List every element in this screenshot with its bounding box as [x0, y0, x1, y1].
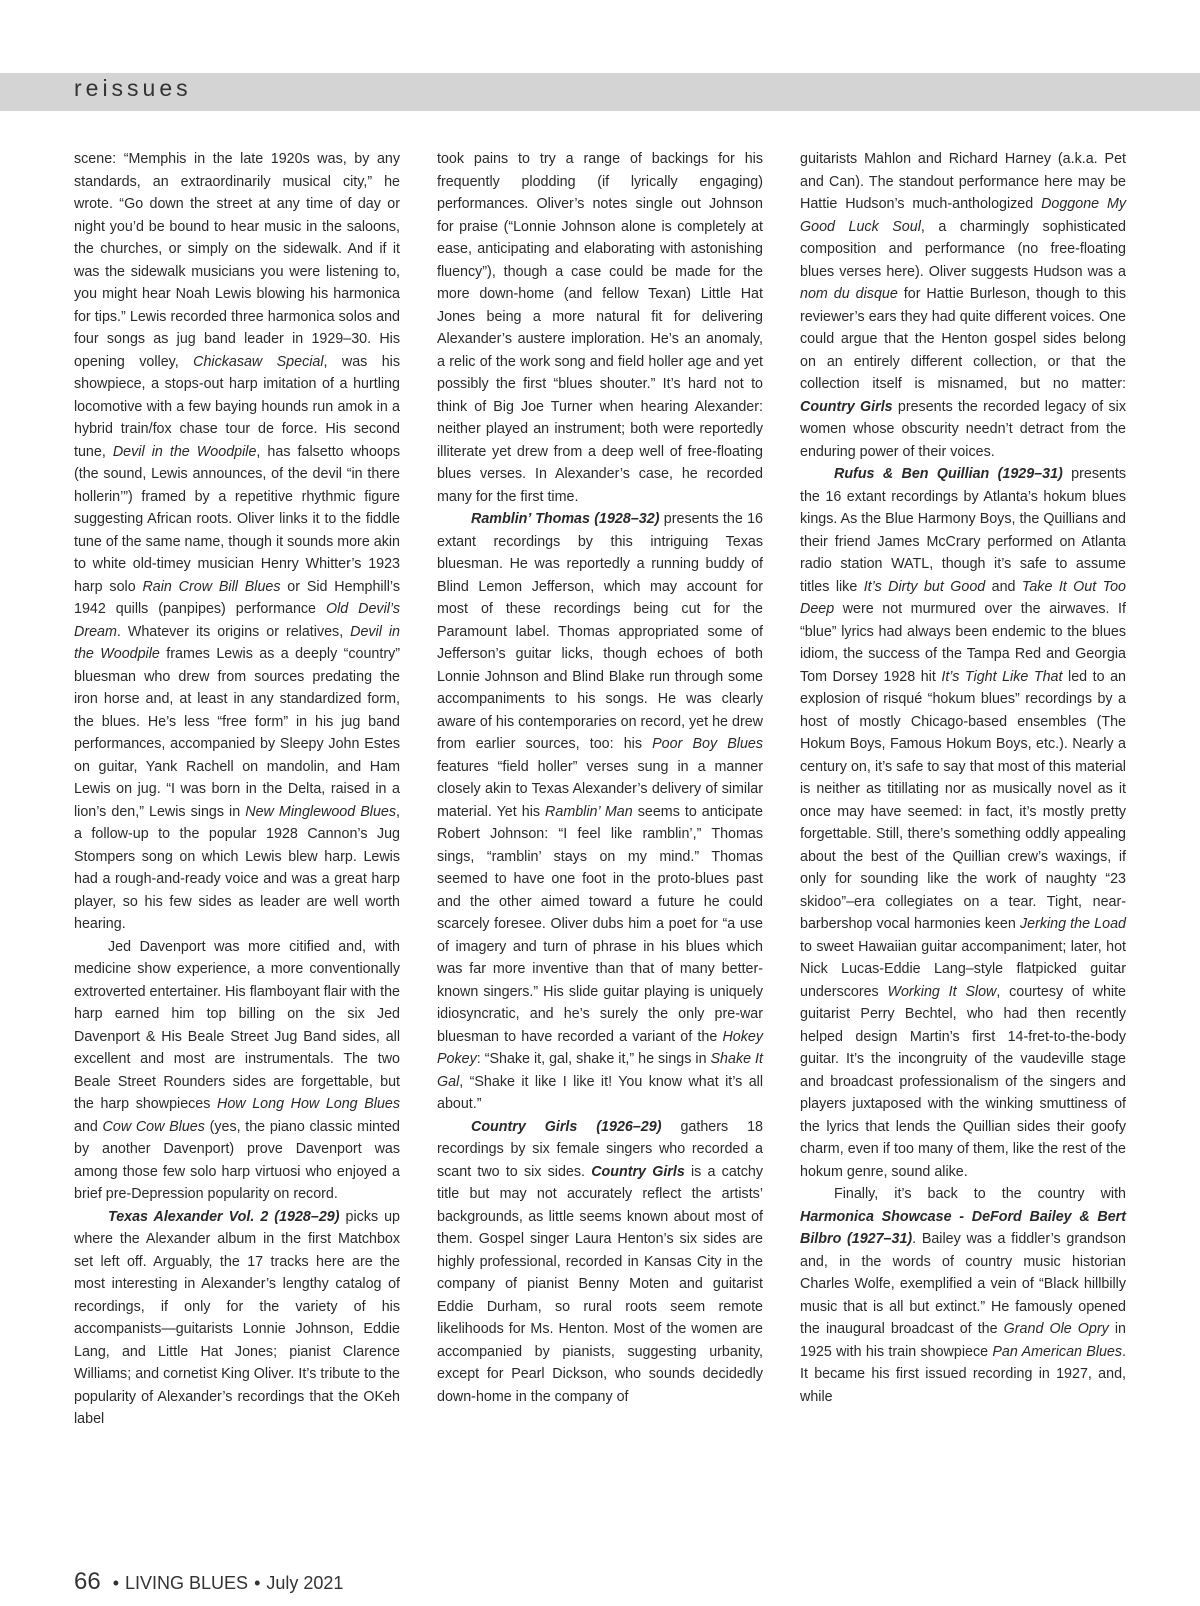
text-run: Jed Davenport was more citified and, with medicine show experience, a more conventionally extroverted entertainer. His flamboyant flair with the harp earned him top billing on the six Jed Davenport & His Beale Street Jug Band sides, all excellent and most are instrumentals. The two Beale Street Rounders sides are forgettable, but the harp showpieces [74, 938, 400, 1112]
album-title: Ramblin’ Thomas (1928–32) [471, 511, 660, 527]
show-title: Grand Ole Opry [1003, 1321, 1109, 1337]
bullet-separator: • [254, 1573, 261, 1593]
song-title: Poor Boy Blues [652, 736, 763, 752]
bullet-separator: • [112, 1573, 120, 1593]
text-run: in 1925 with his train showpiece [800, 1321, 1126, 1360]
text-run: presents the recorded legacy of six women whose obscurity needn’t detract from the enduring power of their voices. [800, 398, 1126, 460]
song-title: It’s Tight Like That [941, 668, 1063, 685]
song-title: Hokey Pokey [437, 1028, 763, 1067]
text-run: took pains to try a range of backings for his frequently plodding (if lyrically engaging) performances. Oliver’s notes single out Johnson for praise (“Lonnie Johnson alone is completely at ease, anticipating and elaborating with astonishing fluency”), though a case could be made for the more down-home (and fellow Texan) Little Hat Jones being a more natural fit for delivering Alexander’s austere imploration. He’s an anomaly, a relic of the work song and field holler age and yet possibly the first “blues shouter.” It’s hard not to think of Big Joe Turner when hearing Alexander: neither played an instrument; both were reportedly illiterate yet drew from a deep well of free-floating blues verses. In Alexander’s case, he recorded many for the first time. [437, 151, 763, 505]
album-title: Harmonica Showcase - DeFord Bailey & Bert Bilbro (1927–31) [800, 1208, 1126, 1247]
paragraph [800, 463, 1126, 1183]
text-run: Finally, it’s back to the country with [834, 1186, 1126, 1202]
text-run: presents the 16 extant recordings by this intriguing Texas bluesman. He was reportedly a running buddy of Blind Lemon Jefferson, which may account for most of these recordings being cut for the Paramount label. Thomas appropriated some of Jefferson’s guitar licks, though echoes of both Lonnie Johnson and Blind Blake run through some accompaniments to his songs. He was clearly aware of his contemporaries on record, yet he drew from earlier sources, too: his [437, 511, 764, 752]
paragraph [800, 148, 1126, 463]
section-header-bar [0, 73, 1200, 111]
text-run: for Hattie Burleson, though to this reviewer’s ears they had quite different voices. One could argue that the Henton gospel sides belong on an entirely different collection, or that the collection itself is misnamed, but no matter: [800, 286, 1126, 392]
song-title: New Minglewood Blues [245, 803, 397, 820]
song-title: Shake It Gal [437, 1051, 763, 1090]
song-title: Doggone My Good Luck Soul [800, 196, 1127, 235]
song-title: Pan American Blues [992, 1343, 1123, 1360]
text-run: , has falsetto whoops (the sound, Lewis announces, of the devil “in there hollerin’”) framed by a repetitive rhythmic figure suggesting African roots. Oliver links it to the fiddle tune of the same name, though it sounds more akin to white old-timey musician Henry Whitter’s 1923 harp solo [74, 443, 400, 595]
song-title: How Long How Long Blues [217, 1096, 401, 1112]
text-run: seems to anticipate Robert Johnson: “I feel like ramblin’,” Thomas sings, “ramblin’ stays on my mind.” Thomas seemed to have one foot in the proto-blues past and the other aimed toward a future he could scarcely foresee. Oliver dubs him a poet for “a use of imagery and turn of phrase in his blues which was far more inventive than that of many better-known singers.” His slide guitar playing is uniquely idiosyncratic, and he’s surely the only pre-war bluesman to have recorded a variant of the [437, 803, 764, 1045]
text-run: is a catchy title but may not accurately reflect the artists’ backgrounds, as little seems known about most of them. Gospel singer Laura Henton’s six sides are highly professional, recorded in Kansas City in the company of pianist Benny Moten and guitarist Eddie Durham, so rural roots seem remote likelihoods for Ms. Henton. Most of the women are accompanied by pianists, suggesting urbanity, except for Pearl Dickson, who sounds decidedly down-home in the company of [437, 1163, 764, 1405]
song-title: Cow Cow Blues [102, 1118, 205, 1135]
text-run: , “Shake it like I like it! You know what it’s all about.” [437, 1073, 763, 1112]
text-run: . Bailey was a fiddler’s grandson and, in the words of country music historian Charles Wolfe, exemplified a vein of “Black hillbilly music that is all but extinct.” He famously opened the inaugural broadcast of the [800, 1231, 1127, 1337]
song-title: Devil in the Woodpile [74, 623, 400, 662]
text-run: . Whatever its origins or relatives, [116, 623, 351, 640]
paragraph [437, 148, 763, 508]
page-number: 66 [74, 1568, 101, 1595]
text-run: or Sid Hemphill’s 1942 quills (panpipes) performance [74, 578, 400, 617]
text-run: and [74, 1118, 103, 1135]
text-run: . It became his first issued recording in 1927, and, while [800, 1343, 1127, 1405]
text-run: (yes, the piano classic minted by another Davenport) prove Davenport was among those few solo harp virtuosi who enjoyed a brief pre-Depression popularity on record. [74, 1118, 400, 1202]
paragraph [437, 508, 763, 1116]
page-footer [74, 1568, 343, 1596]
text-run: frames Lewis as a deeply “country” bluesman who drew from sources predating the iron horse and, at least in any standardized form, the blues. He’s less “free form” in his jug band performances, accompanied by Sleepy John Estes on guitar, Yank Rachell on mandolin, and Ham Lewis on jug. “I was born in the Delta, raised in a lion’s den,” Lewis sings in [74, 646, 401, 820]
paragraph [74, 1206, 400, 1431]
album-title: Country Girls [591, 1163, 685, 1180]
section-title: reissues [74, 75, 192, 101]
text-run: , was his showpiece, a stops-out harp imitation of a hurtling locomotive with a few baying hounds run amok in a hybrid train/fox chase tour de force. His second tune, [74, 353, 400, 460]
text-run: scene: “Memphis in the late 1920s was, by any standards, an extraordinarily musical city,” he wrote. “Go down the street at any time of day or night you’d be bound to hear music in the saloons, the churches, or simply on the sidewalk. And if it was the sidewalk musicians you were listening to, you might hear Noah Lewis blowing his harmonica for tips.” Lewis recorded three harmonica solos and four songs as jug band leader in 1929–30. His opening volley, [74, 151, 400, 370]
article-column-2 [437, 148, 763, 1408]
text-run: guitarists Mahlon and Richard Harney (a.k.a. Pet and Can). The standout performance here may be Hattie Hudson’s much-anthologized [800, 151, 1126, 212]
issue-date: July 2021 [266, 1573, 344, 1593]
text-run: presents the 16 extant recordings by Atlanta’s hokum blues kings. As the Blue Harmony Boys, the Quillians and their friend James McCrary performed on Atlanta radio station WATL, though it’s safe to assume titles like [800, 466, 1126, 595]
paragraph [800, 1183, 1126, 1408]
text-run: picks up where the Alexander album in the first Matchbox set left off. Arguably, the 17 tracks here are the most interesting in Alexander’s lengthy catalog of recordings, if only for the variety of his accompanists—guitarists Lonnie Johnson, Eddie Lang, and Little Hat Jones; pianist Clarence Williams; and cornetist King Oliver. It’s tribute to the popularity of Alexander’s recordings that the OKeh label [74, 1208, 401, 1427]
text-run: gathers 18 recordings by six female singers who recorded a scant two to six sides. [437, 1118, 763, 1180]
article-column-1 [74, 148, 400, 1431]
song-title: Ramblin’ Man [545, 803, 633, 820]
text-run: and [985, 578, 1022, 595]
publication-name: LIVING BLUES [125, 1573, 249, 1593]
text-run: , courtesy of white guitarist Perry Bechtel, who had then recently helped design Martin’s first 14-fret-to-the-body guitar. It’s the incongruity of the vaudeville stage and broadcast professionalism of the singers and players juxtaposed with the winking smuttiness of the lyrics that lends the Quillian sides their goofy charm, even if too many of them, like the rest of the hokum genre, sound alike. [800, 983, 1126, 1180]
text-run: to sweet Hawaiian guitar accompaniment; later, hot Nick Lucas-Eddie Lang–style flatpicked guitar underscores [800, 938, 1126, 1000]
song-title: Rain Crow Bill Blues [142, 578, 281, 595]
song-title: Take It Out Too Deep [800, 578, 1126, 617]
term: nom du disque [800, 286, 898, 302]
song-title: Jerking the Load [1019, 916, 1126, 932]
text-run: , a follow-up to the popular 1928 Cannon’s Jug Stompers song on which Lewis blew harp. Lewis had a rough-and-ready voice and was a great harp player, so his few sides as leader are well worth hearing. [74, 803, 401, 932]
album-title: Texas Alexander Vol. 2 (1928–29) [108, 1208, 340, 1225]
text-run: features “field holler” verses sung in a manner closely akin to Texas Alexander’s delivery of similar material. Yet his [437, 758, 763, 820]
paragraph [74, 148, 400, 936]
text-run: led to an explosion of risqué “hokum blues” recordings by a host of mostly Chicago-based ensembles (The Hokum Boys, Famous Hokum Boys, etc.). Nearly a century on, it’s safe to say that most of this material is neither as titillating nor as musically novel as it once may have seemed: in fact, it’s mostly pretty forgettable. Still, there’s something oddly appealing about the best of the Quillian crew’s waxings, if only for sounding like the work of naughty “23 skidoo”–era collegiates on a tear. Tight, near-barbershop vocal harmonies keen [800, 668, 1127, 932]
song-title: It’s Dirty but Good [863, 578, 986, 595]
album-title: Rufus & Ben Quillian (1929–31) [834, 466, 1063, 482]
text-run: : “Shake it, gal, shake it,” he sings in [476, 1051, 711, 1067]
text-run: , a charmingly sophisticated composition and performance (no free-floating blues verses here). Oliver suggests Hudson was a [800, 218, 1126, 280]
paragraph [74, 936, 400, 1206]
song-title: Working It Slow [887, 983, 997, 1000]
album-title: Country Girls [800, 398, 893, 415]
paragraph [437, 1116, 763, 1409]
song-title: Chickasaw Special [193, 353, 324, 370]
text-run: were not murmured over the airwaves. If “blue” lyrics had always been endemic to the blues idiom, the success of the Tampa Red and Georgia Tom Dorsey 1928 hit [800, 601, 1126, 685]
song-title: Old Devil’s Dream [74, 601, 400, 640]
song-title: Devil in the Woodpile [112, 443, 257, 460]
album-title: Country Girls (1926–29) [471, 1118, 662, 1135]
article-column-3 [800, 148, 1126, 1408]
